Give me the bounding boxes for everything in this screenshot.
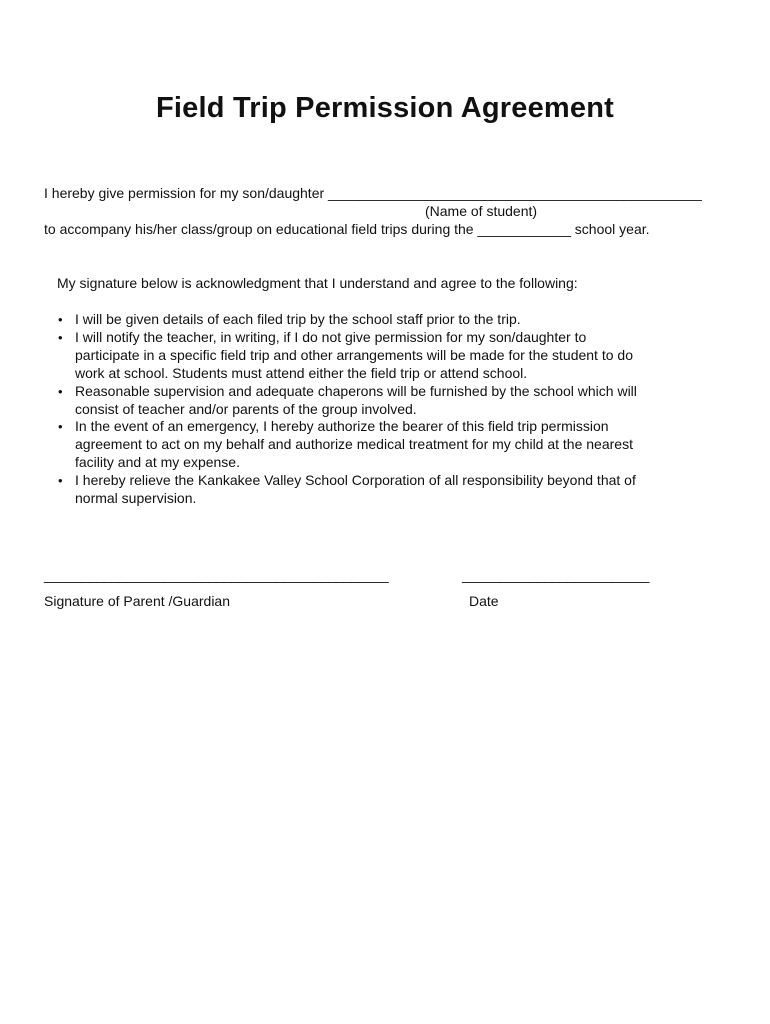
bullet-icon: • bbox=[58, 312, 63, 327]
list-item bbox=[56, 418, 706, 472]
student-name-caption: (Name of student) bbox=[425, 203, 538, 219]
permission-statement-line: I hereby give permission for my son/daughter ________________________________________________ bbox=[44, 185, 702, 201]
term-text: I will notify the teacher, in writing, if I do not give permission for my son/daughter to participate in a specific field trip and other arrangements will be made for the student to do work at school. Students must attend either the field trip or attend school. bbox=[75, 328, 633, 381]
list-item bbox=[56, 383, 706, 419]
term-text: In the event of an emergency, I hereby authorize the bearer of this field trip permission agreement to act on my behalf and authorize medical treatment for my child at the nearest facility and at my expense. bbox=[75, 418, 633, 471]
bullet-icon: • bbox=[58, 419, 63, 435]
acknowledgment-intro: My signature below is acknowledgment that I understand and agree to the following: bbox=[57, 275, 578, 291]
page-title: Field Trip Permission Agreement bbox=[156, 92, 614, 124]
signature-blank-line: ______________________________________________ bbox=[44, 567, 389, 583]
date-blank-line: _________________________ bbox=[462, 567, 650, 583]
bullet-icon: • bbox=[58, 329, 63, 345]
term-text: Reasonable supervision and adequate chaperons will be furnished by the school which will consist of teacher and/or parents of the group involved. bbox=[75, 382, 637, 417]
bullet-icon: • bbox=[58, 383, 63, 399]
signature-label: Signature of Parent /Guardian bbox=[44, 593, 231, 609]
list-item bbox=[56, 472, 706, 508]
list-item bbox=[56, 311, 706, 329]
date-label: Date bbox=[469, 593, 499, 609]
field-trip-year-line: to accompany his/her class/group on educational field trips during the ____________ school year. bbox=[44, 221, 650, 237]
term-text: I will be given details of each filed trip by the school staff prior to the trip. bbox=[75, 311, 521, 327]
list-item bbox=[56, 329, 706, 383]
agreement-terms-list bbox=[56, 311, 706, 508]
bullet-icon: • bbox=[58, 473, 63, 489]
term-text: I hereby relieve the Kankakee Valley School Corporation of all responsibility beyond that of normal supervision. bbox=[75, 472, 636, 507]
